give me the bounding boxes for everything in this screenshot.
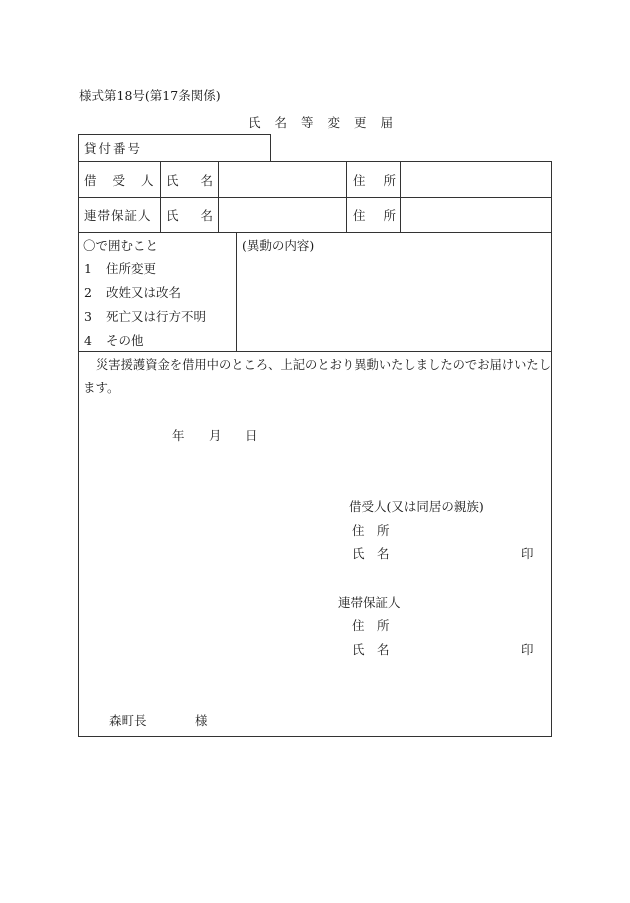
change-details-label: (異動の内容) [242,238,315,253]
form-reference: 様式第18号(第17条関係) [79,88,221,103]
option-text: 死亡又は行方不明 [105,309,206,324]
option-item[interactable] [84,283,181,301]
date-month: 月 [209,428,222,443]
form-title: 氏名等変更届 [248,115,408,130]
date-day: 日 [245,428,258,443]
option-item[interactable] [84,307,206,325]
loan-number-label: 貸付番号 [84,141,143,156]
guarantor-label: 連帯保証人 [84,208,152,223]
guarantor-signature-address: 住 所 [352,618,390,633]
option-number: 4 [84,333,92,348]
options-header: 〇で囲むこと [83,238,159,253]
guarantor-seal-mark: 印 [521,642,534,657]
option-text: その他 [105,333,144,348]
option-item[interactable] [84,331,143,349]
date-year: 年 [172,428,185,443]
option-text: 住所変更 [105,261,156,276]
borrower-address-label: 住所 [353,173,415,188]
option-item[interactable] [84,259,156,277]
borrower-signature-address: 住 所 [352,523,390,538]
guarantor-name-label: 氏名 [166,208,236,223]
option-number: 1 [84,261,92,276]
option-number: 2 [84,285,92,300]
borrower-label: 借受人 [84,173,170,188]
borrower-name-field[interactable] [222,165,344,195]
borrower-signature-header: 借受人(又は同居の親族) [349,499,484,514]
borrower-signature-name: 氏 名 [352,546,390,561]
borrower-name-label: 氏名 [166,173,236,188]
guarantor-address-field[interactable] [404,200,548,230]
statement-text-continued: ます。 [83,380,120,395]
guarantor-name-field[interactable] [222,200,344,230]
guarantor-address-label: 住所 [353,208,415,223]
divider [78,351,552,352]
addressee-name: 森町長 [109,713,147,728]
option-number: 3 [84,309,92,324]
addressee-honorific: 様 [195,713,208,728]
borrower-seal-mark: 印 [521,546,534,561]
guarantor-signature-header: 連帯保証人 [338,595,401,610]
guarantor-signature-name: 氏 名 [352,642,390,657]
statement-text: 災害援護資金を借用中のところ、上記のとおり異動いたしましたのでお届けいたし [96,358,551,372]
change-details-field[interactable] [242,254,548,348]
divider [236,232,237,351]
borrower-address-field[interactable] [404,165,548,195]
divider [78,232,552,233]
option-text: 改姓又は改名 [105,285,181,300]
divider [78,197,552,198]
divider [346,161,347,232]
